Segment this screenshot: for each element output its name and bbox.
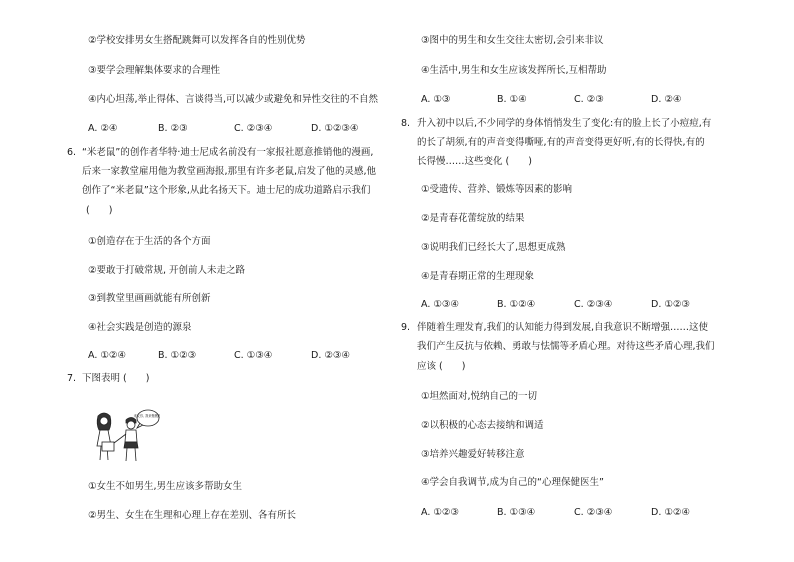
- q7-statement-1: ①女生不如男生,男生应该多帮助女生: [88, 481, 243, 492]
- q9-stem-line-1: 伴随着生理发育,我们的认知能力得到发展,自我意识不断增强……这使: [417, 322, 709, 333]
- q6-option-d[interactable]: D. ②③④: [311, 350, 350, 361]
- q9-option-c[interactable]: C. ②③④: [574, 507, 613, 518]
- q8-number: 8.: [401, 118, 411, 129]
- q7-stem: 下图表明 ( ): [82, 373, 150, 384]
- q9-statement-2: ②以积极的心态去接纳和调适: [421, 420, 544, 431]
- q8-statement-2: ②是青春花蕾绽放的结果: [421, 213, 525, 224]
- q7-option-b[interactable]: B. ①④: [497, 94, 527, 105]
- q8-stem-line-3: 长得慢……这些变化 ( ): [417, 156, 532, 167]
- q5-statement-4: ④内心坦荡,举止得体、言谈得当,可以减少或避免和异性交往的不自然: [88, 94, 379, 105]
- q6-stem-line-3: 创作了“米老鼠”这个形象,从此名扬天下。迪士尼的成功道路启示我们: [82, 185, 371, 196]
- q7-statement-3: ③图中的男生和女生交往太密切,会引来非议: [421, 35, 604, 46]
- q9-option-a[interactable]: A. ①②③: [421, 507, 459, 518]
- q8-statement-1: ①受遗传、营养、锻炼等因素的影响: [421, 184, 573, 195]
- q8-option-c[interactable]: C. ②③④: [574, 299, 613, 310]
- q8-option-a[interactable]: A. ①③④: [421, 299, 459, 310]
- q6-statement-4: ④社会实践是创造的源泉: [88, 322, 192, 333]
- q8-stem-line-1: 升入初中以后,不少同学的身体悄悄发生了变化:有的脸上长了小痘痘,有: [417, 118, 712, 129]
- q9-number: 9.: [401, 322, 411, 333]
- q9-statement-4: ④学会自我调节,成为自己的“心理保健医生”: [421, 477, 604, 488]
- q8-option-b[interactable]: B. ①②④: [497, 299, 536, 310]
- q6-option-c[interactable]: C. ①③④: [234, 350, 273, 361]
- q5-statement-2: ②学校安排男女生搭配跳舞可以发挥各自的性别优势: [88, 35, 306, 46]
- q5-option-b[interactable]: B. ②③: [158, 123, 188, 134]
- q6-statement-2: ②要敢于打破常规, 开创前人未走之路: [88, 265, 246, 276]
- q6-answer-paren: ( ): [86, 205, 113, 216]
- q5-option-c[interactable]: C. ②③④: [234, 123, 273, 134]
- speech-bubble-text: 来友你, 我来搬搬吧!: [133, 414, 160, 418]
- q9-statement-3: ③培养兴趣爱好转移注意: [421, 449, 525, 460]
- q8-stem-line-2: 的长了胡须,有的声音变得嘶哑,有的声音变得更好听,有的长得快,有的: [417, 137, 705, 148]
- q9-stem-line-3: 应该 ( ): [417, 361, 466, 372]
- q7-option-c[interactable]: C. ②③: [574, 94, 604, 105]
- q7-statement-4: ④生活中,男生和女生应该发挥所长,互相帮助: [421, 65, 607, 76]
- q5-statement-3: ③要学会理解集体要求的合理性: [88, 65, 221, 76]
- q5-option-a[interactable]: A. ②④: [88, 123, 118, 134]
- q6-statement-1: ①创造存在于生活的各个方面: [88, 236, 211, 247]
- q6-option-b[interactable]: B. ①②③: [158, 350, 197, 361]
- q8-option-d[interactable]: D. ①②③: [651, 299, 690, 310]
- q6-statement-3: ③到教堂里画画就能有所创新: [88, 293, 211, 304]
- q7-option-a[interactable]: A. ①③: [421, 94, 451, 105]
- q9-option-b[interactable]: B. ①③④: [497, 507, 536, 518]
- q6-stem-line-2: 后来一家教堂雇用他为教堂画海报,那里有许多老鼠,启发了他的灵感,他: [82, 166, 377, 177]
- q6-option-a[interactable]: A. ①②④: [88, 350, 126, 361]
- q6-stem-line-1: “米老鼠”的创作者华特·迪士尼成名前没有一家报社愿意推销他的漫画,: [82, 147, 374, 158]
- q7-illustration: [88, 408, 160, 466]
- q7-option-d[interactable]: D. ②④: [651, 94, 682, 105]
- girl-boy-cartoon-icon: [88, 408, 160, 466]
- q9-statement-1: ①坦然面对,悦纳自己的一切: [421, 391, 538, 402]
- q7-number: 7.: [67, 373, 77, 384]
- q7-statement-2: ②男生、女生在生理和心理上存在差别、各有所长: [88, 510, 297, 521]
- q8-statement-3: ③说明我们已经长大了,思想更成熟: [421, 242, 566, 253]
- q8-statement-4: ④是青春期正常的生理现象: [421, 271, 535, 282]
- q9-option-d[interactable]: D. ①②④: [651, 507, 690, 518]
- q9-stem-line-2: 我们产生反抗与依赖、勇敢与怯懦等矛盾心理。对待这些矛盾心理,我们: [417, 341, 715, 352]
- q5-option-d[interactable]: D. ①②③④: [311, 123, 359, 134]
- q6-number: 6.: [67, 147, 77, 158]
